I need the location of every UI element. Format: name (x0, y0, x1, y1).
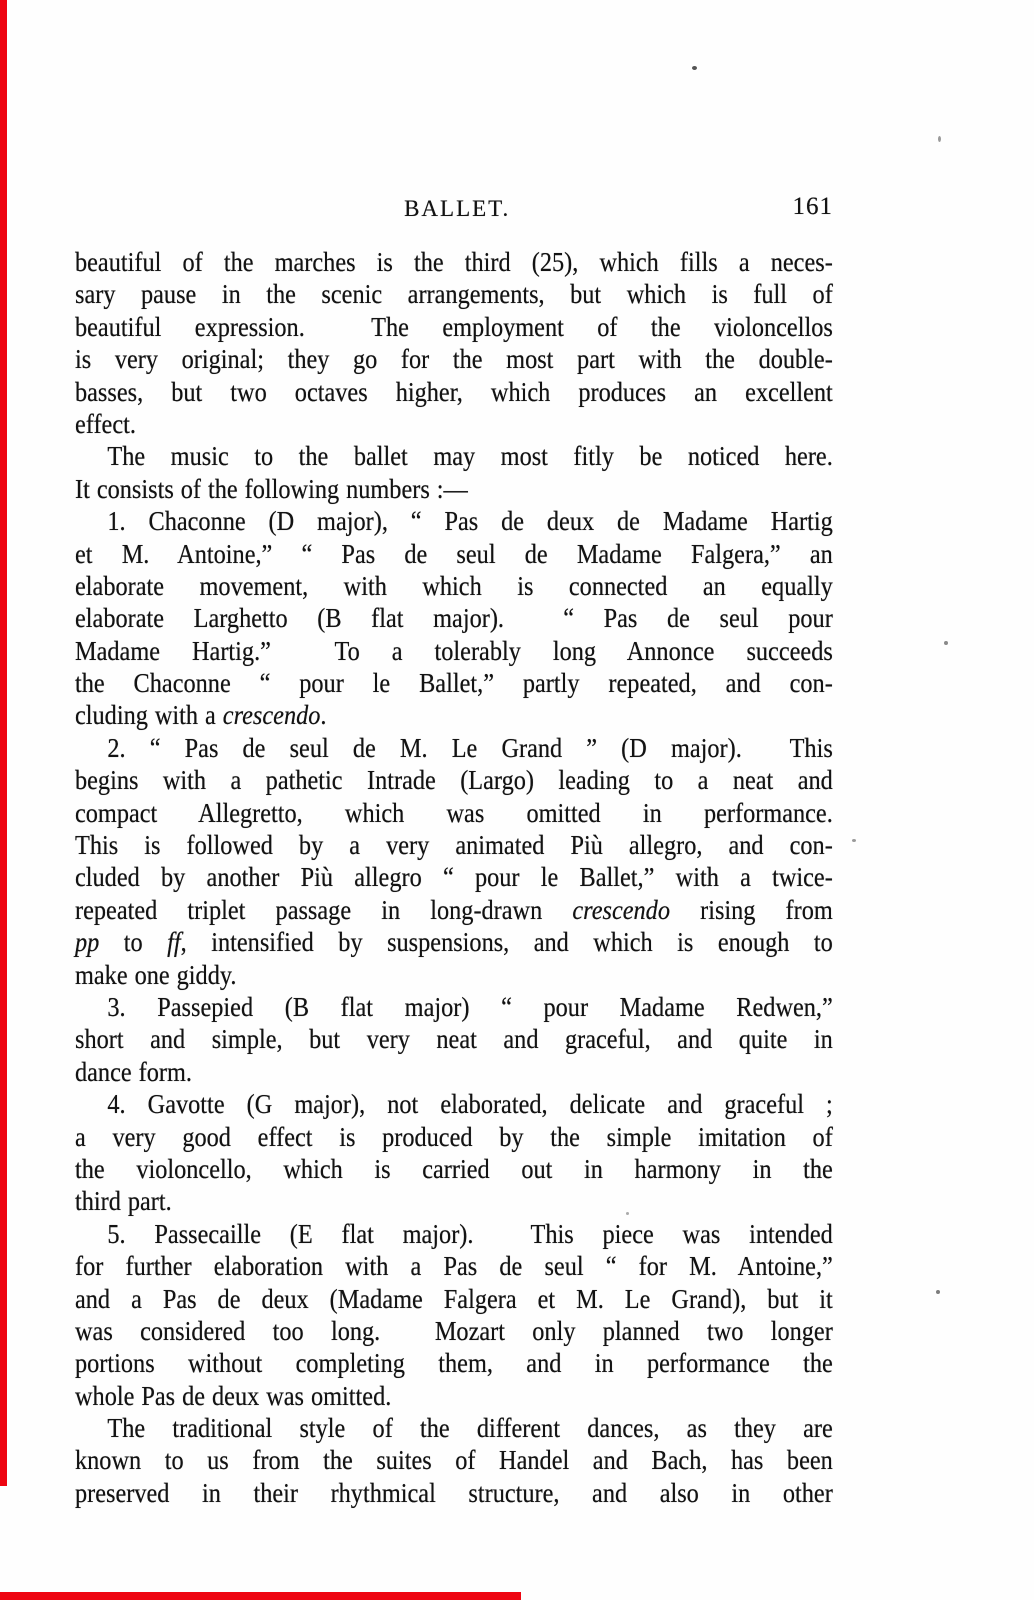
text-line: elaborate Larghetto (B flat major). “ Pas de seul pour (75, 603, 833, 634)
text-line: cluded by another Più allegro “ pour le Ballet,” with a twice- (75, 862, 833, 893)
text-line: It consists of the following numbers :— (75, 473, 468, 504)
text-line: This is followed by a very animated Più allegro, and con- (75, 830, 833, 861)
text-line: basses, but two octaves higher, which produces an excellent (75, 376, 833, 407)
page-number: 161 (792, 193, 833, 220)
text-line: compact Allegretto, which was omitted in performance. (75, 797, 833, 828)
paragraph (75, 1218, 833, 1412)
text-line: The music to the ballet may most fitly be noticed here. (107, 441, 833, 472)
text-line: sary pause in the scenic arrangements, but which is full of (75, 279, 833, 310)
text-line: et M. Antoine,” “ Pas de seul de Madame Falgera,” an (75, 538, 833, 569)
text-line: 2. “ Pas de seul de M. Le Grand ” (D major). This (107, 732, 833, 763)
scan-speck (852, 839, 856, 842)
text-line: a very good effect is produced by the simple imitation of (75, 1121, 833, 1152)
text-line: is very original; they go for the most part with the double- (75, 344, 833, 375)
scan-speck (944, 641, 948, 645)
text-line: beautiful expression. The employment of the violoncellos (75, 311, 833, 342)
text-line: for further elaboration with a Pas de seul “ for M. Antoine,” (75, 1251, 833, 1282)
scan-speck (692, 66, 697, 70)
scan-speck (936, 1290, 940, 1294)
paragraph (75, 732, 833, 991)
text-block (75, 246, 833, 1509)
text-line: effect. (75, 408, 136, 439)
text-line: third part. (75, 1186, 172, 1217)
text-line: 1. Chaconne (D major), “ Pas de deux de Madame Hartig (107, 506, 833, 537)
text-line: repeated triplet passage in long-drawn crescendo rising from (75, 894, 833, 925)
paragraph (75, 1412, 833, 1509)
text-line: the violoncello, which is carried out in harmony in the (75, 1153, 833, 1184)
text-line: preserved in their rhythmical structure, and also in other (75, 1477, 833, 1508)
text-line: begins with a pathetic Intrade (Largo) leading to a neat and (75, 765, 833, 796)
text-line: portions without completing them, and in performance the (75, 1348, 833, 1379)
paragraph (75, 991, 833, 1088)
text-line: 4. Gavotte (G major), not elaborated, delicate and graceful ; (107, 1089, 833, 1120)
text-line: was considered too long. Mozart only planned two longer (75, 1315, 833, 1346)
text-line: 5. Passecaille (E flat major). This piece was intended (107, 1218, 833, 1249)
text-line: pp to ff, intensified by suspensions, and which is enough to (75, 927, 833, 958)
text-line: and a Pas de deux (Madame Falgera et M. Le Grand), but it (75, 1283, 833, 1314)
text-line: whole Pas de deux was omitted. (75, 1380, 392, 1411)
running-header (75, 193, 833, 223)
text-line: dance form. (75, 1056, 192, 1087)
paragraph (75, 440, 833, 505)
paragraph (75, 246, 833, 440)
text-line: known to us from the suites of Handel and Bach, has been (75, 1445, 833, 1476)
paragraph (75, 1088, 833, 1218)
paragraph (75, 505, 833, 732)
text-line: cluding with a crescendo. (75, 700, 327, 731)
scan-edge-artifact-bottom (0, 1592, 521, 1600)
text-line: the Chaconne “ pour le Ballet,” partly repeated, and con- (75, 668, 833, 699)
page-title: BALLET. (404, 196, 511, 221)
text-line: 3. Passepied (B flat major) “ pour Madame Redwen,” (107, 991, 833, 1022)
text-line: beautiful of the marches is the third (25), which fills a neces- (75, 247, 833, 277)
scan-speck (938, 136, 941, 142)
scan-speck (626, 1212, 629, 1215)
scan-edge-artifact-left (0, 0, 7, 1486)
text-line: short and simple, but very neat and graceful, and quite in (75, 1024, 833, 1055)
text-line: The traditional style of the different dances, as they are (107, 1413, 833, 1444)
text-line: elaborate movement, with which is connected an equally (75, 570, 833, 601)
text-line: make one giddy. (75, 959, 237, 990)
text-line: Madame Hartig.” To a tolerably long Annonce succeeds (75, 635, 833, 666)
